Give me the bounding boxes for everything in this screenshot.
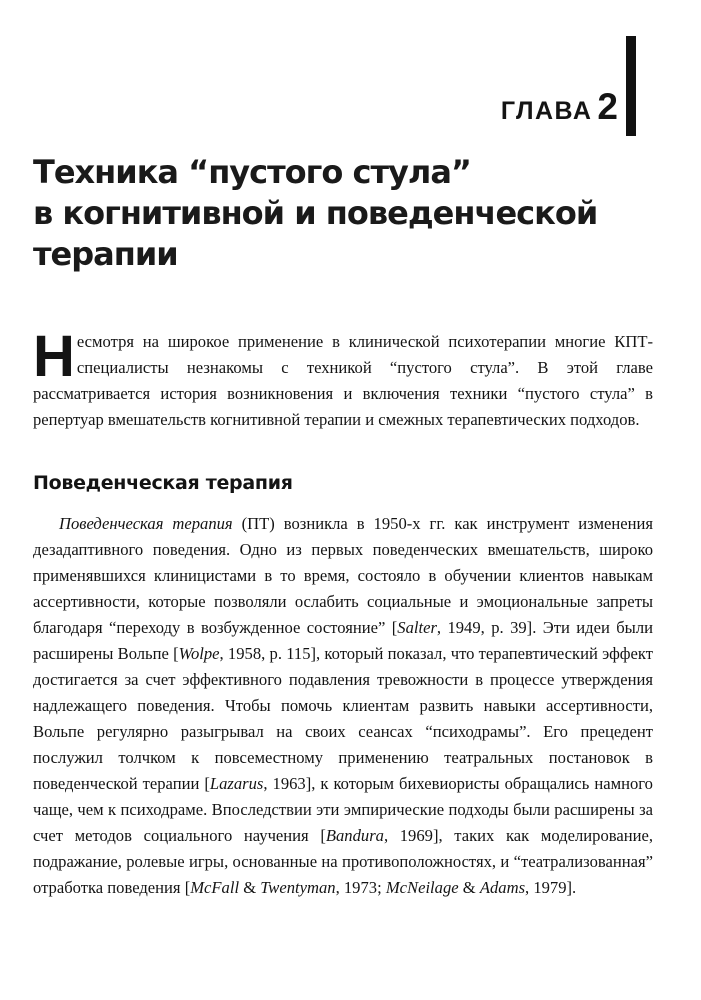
section-heading: Поведенческая терапия — [33, 472, 293, 494]
body-text: & — [458, 878, 480, 897]
body-paragraph — [33, 511, 653, 901]
chapter-title-line: терапии — [33, 235, 178, 273]
body-text: , 1949, p. 39]. Эти идеи были расширены Вольпе [ — [33, 618, 653, 663]
citation-author: Bandura — [325, 826, 384, 845]
citation-author: Twentyman — [260, 878, 336, 897]
chapter-marker-bar — [626, 36, 636, 136]
chapter-title-line: Техника “пустого стула” — [33, 153, 471, 191]
term-italic: Поведенческая терапия — [59, 514, 233, 533]
citation-author: McFall — [190, 878, 240, 897]
chapter-label — [490, 86, 618, 128]
intro-text: есмотря на широкое применение в клинической психотерапии многие КПТ-специалисты незнакомы с техникой “пустого стула”. В этой главе рассматривается история возникновения и включения техники “пустого стула” в репертуар вмешательств когнитивной терапии и смежных терапевтических подходов. — [33, 332, 653, 429]
chapter-number: 2 — [597, 86, 618, 127]
chapter-title-line: в когнитивной и поведенческой — [33, 194, 598, 232]
body-text: , 1979]. — [525, 878, 577, 897]
body-text: (ПТ) возникла в 1950-х гг. как инструмент изменения дезадаптивного поведения. Одно из первых поведенческих вмешательств, широко применявшихся клиницистами в то время, состояло в обучении клиентов навыкам ассертивности, которые позволяли ослабить социальные и эмоциональные запреты благодаря “переходу в возбужденное состояние” [ — [33, 514, 653, 637]
body-text: , 1958, p. 115], который показал, что терапевтический эффект достигается за счет эффективного подавления тревожности в процессе утверждения надлежащего поведения. Чтобы помочь клиентам развить навыки ассертивности, Вольпе регулярно разыгрывал на своих сеансах “психодрамы”. Его прецедент послужил толчком к повсеместному применению театральных постановок в поведенческой терапии [ — [33, 644, 653, 793]
drop-cap: Н — [33, 324, 75, 389]
body-text: & — [239, 878, 261, 897]
intro-paragraph — [33, 324, 653, 433]
chapter-title — [33, 152, 613, 275]
body-text: , 1969], таких как моделирование, подражание, ролевые игры, основанные на противоположностях, и “театрализованная” отработка поведения [ — [33, 826, 653, 897]
citation-author: Salter — [397, 618, 437, 637]
body-text: , 1963], к которым бихевиористы обращались намного чаще, чем к психодраме. Впоследствии эти эмпирические подходы были расширены за счет методов социального научения [ — [33, 774, 653, 845]
citation-author: Wolpe — [178, 644, 220, 663]
citation-author: Lazarus — [209, 774, 264, 793]
citation-author: McNeilage — [385, 878, 459, 897]
chapter-word: ГЛАВА — [500, 97, 593, 125]
body-text: , 1973; — [335, 878, 386, 897]
citation-author: Adams — [479, 878, 526, 897]
